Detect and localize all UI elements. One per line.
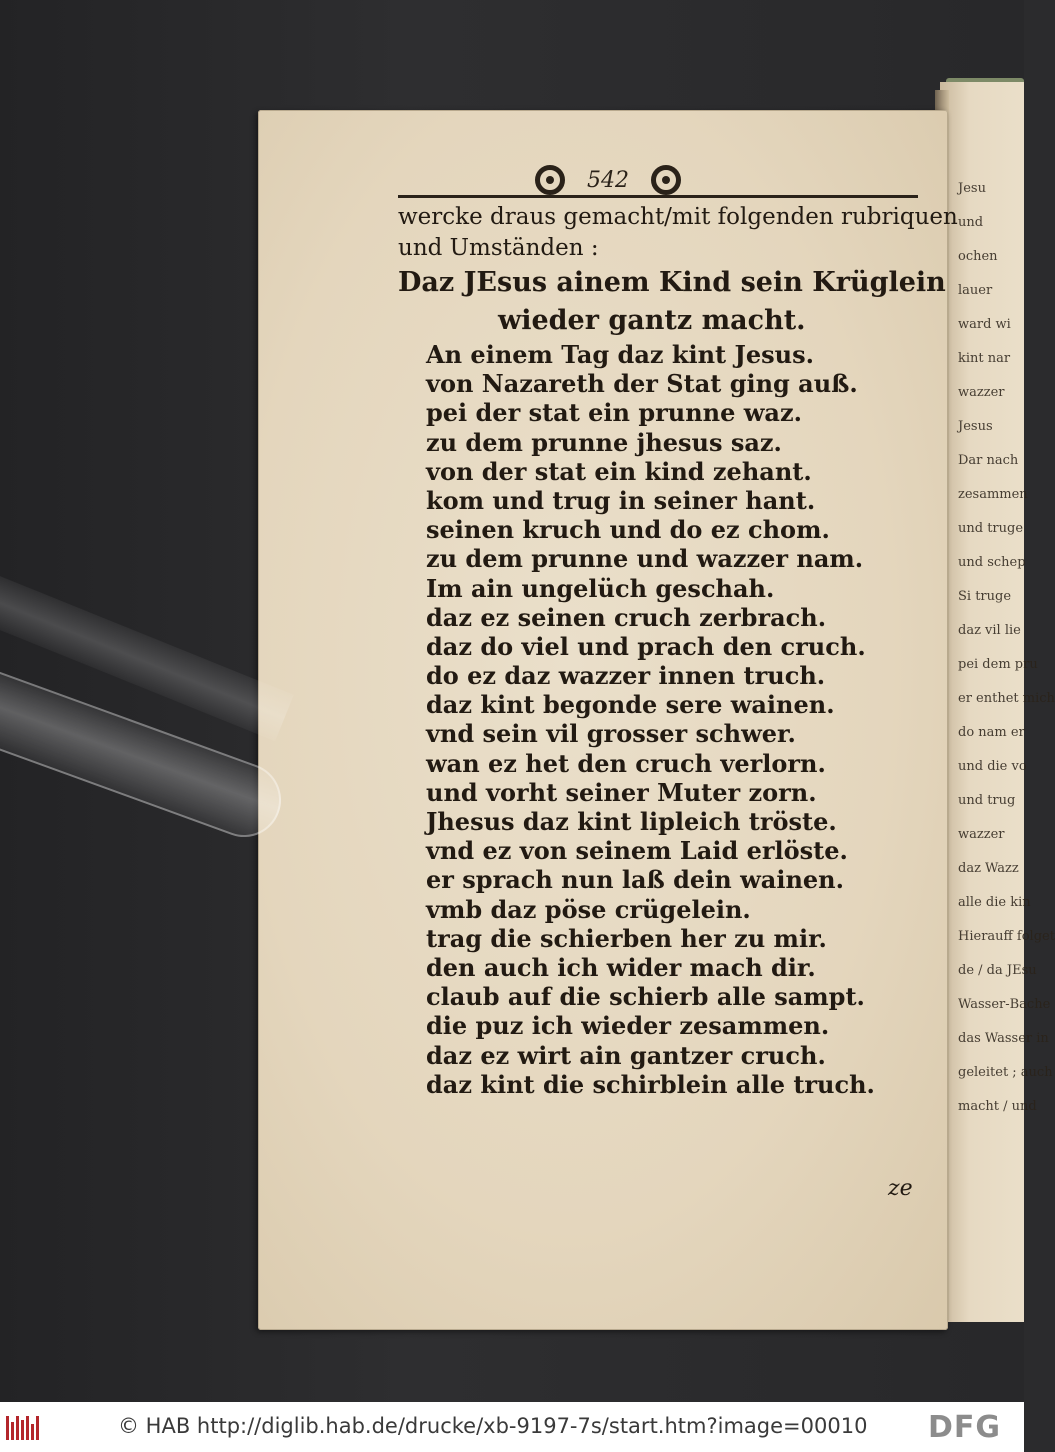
footer-bar <box>0 1402 1024 1452</box>
facing-page-line: ward wi <box>958 317 1011 332</box>
facing-page-line: Si truge <box>958 589 1012 604</box>
facing-page-line: lauer <box>958 283 993 298</box>
facing-page-line: alle die kin <box>958 895 1031 910</box>
poem-line: kom und trug in seiner hant. <box>426 485 816 515</box>
facing-page-line: macht / und <box>958 1099 1037 1114</box>
catchword: ze <box>888 1176 913 1201</box>
facing-page-line: ochen <box>958 249 998 264</box>
poem-line: vmb daz pöse crügelein. <box>426 894 751 924</box>
facing-page-line: do nam er <box>958 725 1025 740</box>
page-text <box>398 202 958 1099</box>
facing-page-line: wazzer <box>958 827 1005 842</box>
facing-page-line: Dar nach <box>958 453 1019 468</box>
facing-page-line: Hierauff folget <box>958 929 1055 944</box>
poem-line: daz ez seinen cruch zerbrach. <box>426 602 827 632</box>
facing-page-line: und trug <box>958 793 1016 808</box>
facing-page-line: und schep <box>958 555 1026 570</box>
poem-line: die puz ich wieder zesammen. <box>426 1011 830 1041</box>
facing-page-line: de / da JEsu <box>958 963 1037 978</box>
poem-line: Im ain ungelüch geschah. <box>426 573 775 603</box>
facing-page-line: und die vo <box>958 759 1027 774</box>
poem-title-line: Daz JEsus ainem Kind sein Krüglein <box>398 267 946 298</box>
facing-page-line: Wasser-Bache <box>958 997 1051 1012</box>
poem-line: pei der stat ein prunne waz. <box>426 398 802 428</box>
flower-ornament-icon <box>535 165 565 195</box>
poem-line: zu dem prunne und wazzer nam. <box>426 544 864 574</box>
facing-page-line: pei dem pru <box>958 657 1038 672</box>
poem-line: Jhesus daz kint lipleich tröste. <box>426 807 837 836</box>
hab-logo-icon <box>6 1416 46 1440</box>
poem-line: do ez daz wazzer innen truch. <box>426 661 826 691</box>
page-number: 542 <box>587 167 629 193</box>
facing-page-line: daz Wazz <box>958 861 1019 876</box>
facing-page-line: zesammen <box>958 487 1028 502</box>
intro-line: wercke draus gemacht/mit folgenden rubriquen <box>398 204 958 230</box>
facing-page-line: Jesus <box>958 419 993 434</box>
poem-line: vnd ez von seinem Laid erlöste. <box>426 836 848 866</box>
facing-page-line: und <box>958 215 984 230</box>
poem-line: daz kint die schirblein alle truch. <box>426 1069 875 1099</box>
poem-line: und vorht seiner Muter zorn. <box>426 777 817 807</box>
facing-page-line: geleitet ; auch <box>958 1065 1053 1080</box>
facing-page-line: er enthet mich <box>958 691 1055 706</box>
poem-line: vnd sein vil grosser schwer. <box>426 719 796 749</box>
book-page <box>258 110 958 1330</box>
poem-line: claub auf die schierb alle sampt. <box>426 982 865 1012</box>
facing-page-line: kint nar <box>958 351 1011 366</box>
poem-line: er sprach nun laß dein wainen. <box>426 865 844 895</box>
poem-line: wan ez het den cruch verlorn. <box>426 748 826 778</box>
poem-line: An einem Tag daz kint Jesus. <box>426 340 814 369</box>
poem-title-line: wieder gantz macht. <box>498 305 806 336</box>
poem-line: daz do viel und prach den cruch. <box>426 631 866 661</box>
copyright-link[interactable]: © HAB http://diglib.hab.de/drucke/xb-9197-7s/start.htm?image=00010 <box>118 1414 868 1438</box>
poem-line: den auch ich wider mach dir. <box>426 952 816 982</box>
poem-line: von der stat ein kind zehant. <box>426 456 812 486</box>
poem-line: daz ez wirt ain gantzer cruch. <box>426 1040 826 1070</box>
poem <box>398 340 958 1099</box>
poem-line: zu dem prunne jhesus saz. <box>426 427 782 457</box>
header-rule <box>398 195 918 198</box>
facing-page-line: und truge <box>958 521 1024 536</box>
facing-page-line: das Wasser in <box>958 1031 1049 1046</box>
poem-line: daz kint begonde sere wainen. <box>426 690 835 720</box>
facing-page-line: Jesu <box>958 181 986 196</box>
poem-line: trag die schierben her zu mir. <box>426 923 827 953</box>
page-header <box>398 160 818 200</box>
flower-ornament-icon <box>651 165 681 195</box>
intro-line: und Umständen : <box>398 235 599 261</box>
facing-page-line: daz vil lie <box>958 623 1021 638</box>
dfg-logo: DFG <box>928 1410 1002 1445</box>
poem-line: seinen kruch und do ez chom. <box>426 515 830 545</box>
facing-page-line: wazzer <box>958 385 1005 400</box>
facing-page-text <box>958 172 1055 1124</box>
poem-line: von Nazareth der Stat ging auß. <box>426 369 858 399</box>
